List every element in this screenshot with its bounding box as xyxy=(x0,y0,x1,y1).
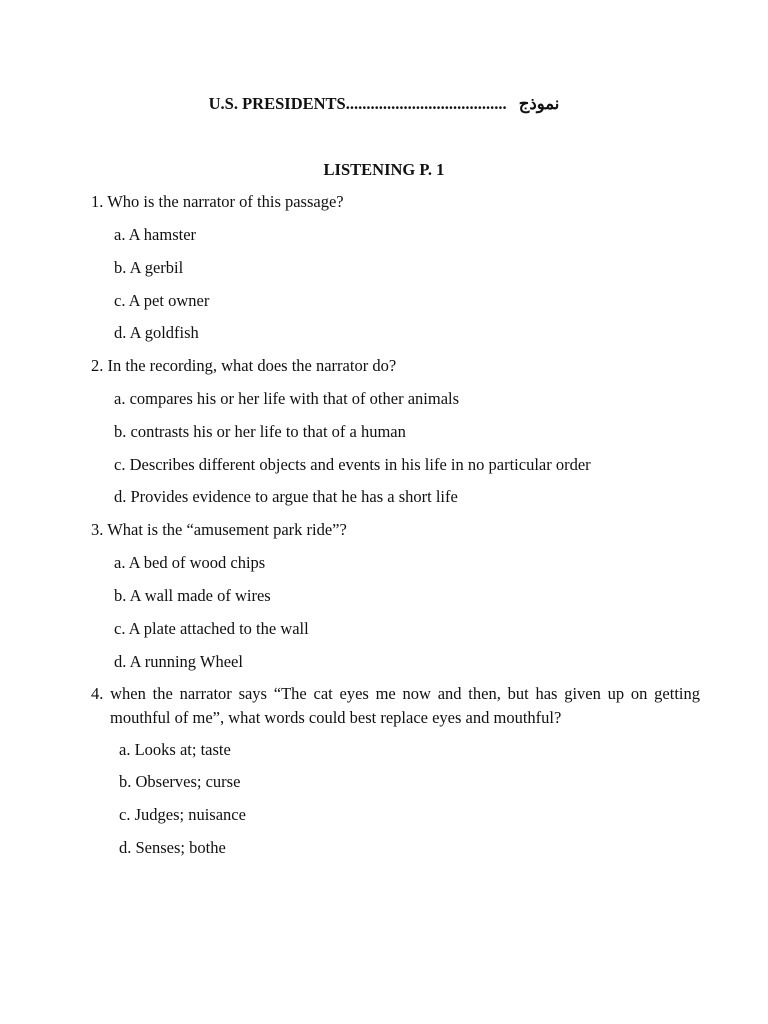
question-4-option-c: c. Judges; nuisance xyxy=(119,805,246,824)
question-1: 1. Who is the narrator of this passage? xyxy=(91,192,344,211)
question-3-option-c: c. A plate attached to the wall xyxy=(114,619,309,638)
question-4-option-b: b. Observes; curse xyxy=(119,772,241,791)
question-1-option-b: b. A gerbil xyxy=(114,258,184,277)
document-title xyxy=(0,94,768,114)
question-3-option-d: d. A running Wheel xyxy=(114,652,243,671)
question-1-option-c: c. A pet owner xyxy=(114,291,210,310)
question-3-option-b: b. A wall made of wires xyxy=(114,586,271,605)
document-title-text: U.S. PRESIDENTS....................................... xyxy=(208,94,507,113)
document-title-arabic: نموذج xyxy=(518,94,560,113)
question-4-option-a: a. Looks at; taste xyxy=(119,740,231,759)
question-2-option-c: c. Describes different objects and events in his life in no particular order xyxy=(114,455,591,474)
question-2-option-a: a. compares his or her life with that of other animals xyxy=(114,389,460,408)
section-title: LISTENING P. 1 xyxy=(323,160,445,179)
question-3: 3. What is the “amusement park ride”? xyxy=(91,520,347,539)
question-4: 4. when the narrator says “The cat eyes me now and then, but has given up on getting mouthful of me”, what words could best replace eyes and mouthful? xyxy=(91,684,700,727)
question-2: 2. In the recording, what does the narrator do? xyxy=(91,356,397,375)
question-2-option-d: d. Provides evidence to argue that he has a short life xyxy=(114,487,458,506)
question-1-option-d: d. A goldfish xyxy=(114,323,199,342)
question-1-option-a: a. A hamster xyxy=(114,225,197,244)
question-3-option-a: a. A bed of wood chips xyxy=(114,553,266,572)
question-2-option-b: b. contrasts his or her life to that of a human xyxy=(114,422,406,441)
question-4-option-d: d. Senses; bothe xyxy=(119,838,226,857)
